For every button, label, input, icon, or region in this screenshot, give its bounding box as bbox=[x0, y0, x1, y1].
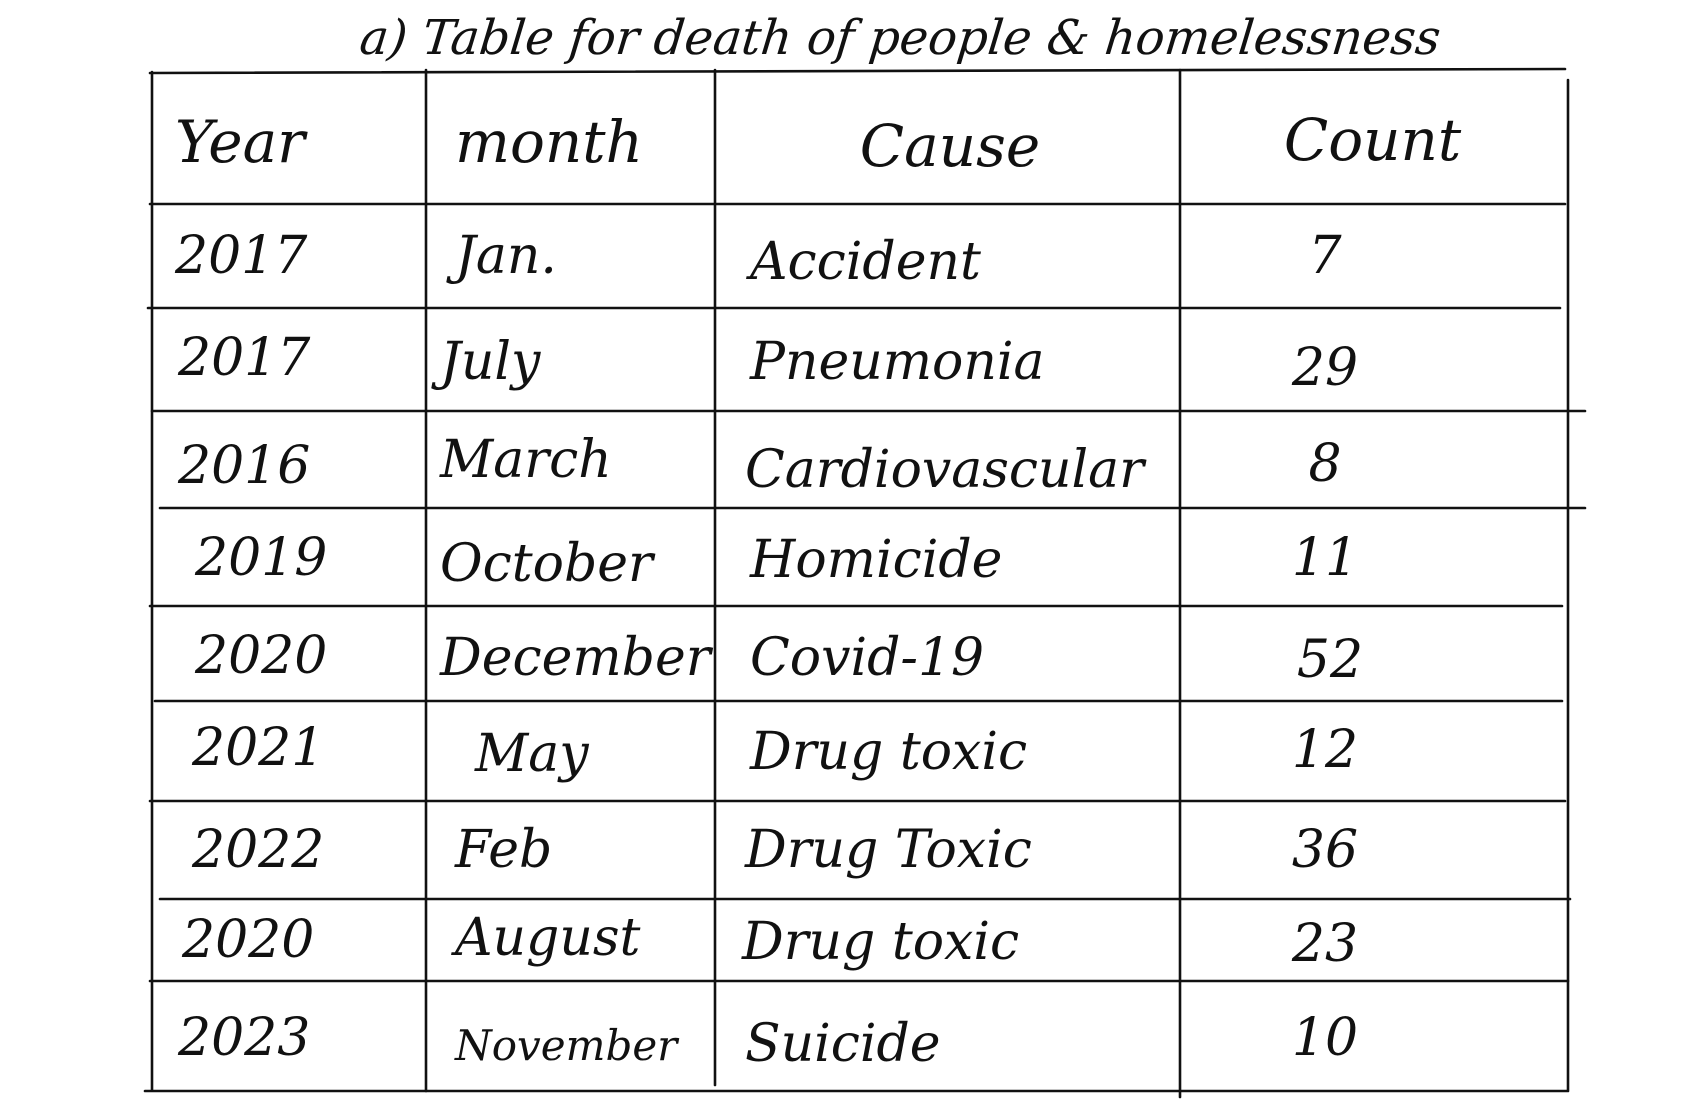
table-row-6-month: May bbox=[475, 724, 589, 784]
header-month: month bbox=[455, 108, 643, 176]
table-row-2-year: 2017 bbox=[178, 328, 311, 388]
table-row-2-cause: Pneumonia bbox=[750, 332, 1045, 392]
table-row-9-cause: Suicide bbox=[745, 1014, 941, 1074]
table-row-3-month: March bbox=[440, 430, 612, 490]
table-row-8-cause: Drug toxic bbox=[742, 912, 1020, 972]
header-count: Count bbox=[1283, 106, 1462, 174]
table-row-1-cause: Accident bbox=[750, 232, 981, 292]
table-row-2-month: July bbox=[440, 332, 541, 392]
table-row-9-count: 10 bbox=[1291, 1008, 1359, 1068]
table-row-1-month: Jan. bbox=[455, 226, 557, 286]
table-row-7-cause: Drug Toxic bbox=[745, 820, 1032, 880]
table-row-5-cause: Covid-19 bbox=[750, 628, 985, 688]
table-row-4-year: 2019 bbox=[195, 528, 328, 588]
table-row-9-year: 2023 bbox=[178, 1008, 311, 1068]
table-row-4-cause: Homicide bbox=[750, 530, 1003, 590]
table-row-1-year: 2017 bbox=[175, 226, 308, 286]
table-row-1-count: 7 bbox=[1308, 226, 1342, 286]
table-row-6-count: 12 bbox=[1291, 720, 1359, 780]
table-row-7-year: 2022 bbox=[192, 820, 325, 880]
table-row-8-count: 23 bbox=[1291, 914, 1359, 974]
table-row-3-cause: Cardiovascular bbox=[745, 440, 1145, 500]
table-title: a) Table for death of people & homelessness bbox=[357, 10, 1444, 66]
table-row-6-cause: Drug toxic bbox=[750, 722, 1028, 782]
table-row-7-count: 36 bbox=[1291, 820, 1359, 880]
table-row-8-month: August bbox=[455, 908, 641, 968]
table-row-8-year: 2020 bbox=[182, 910, 315, 970]
table-row-4-month: October bbox=[440, 534, 653, 594]
table-row-3-year: 2016 bbox=[178, 436, 311, 496]
table-row-7-month: Feb bbox=[455, 820, 553, 880]
header-cause: Cause bbox=[859, 112, 1041, 180]
table-row-3-count: 8 bbox=[1308, 434, 1342, 494]
table-row-2-count: 29 bbox=[1291, 338, 1359, 398]
table-row-5-month: December bbox=[440, 628, 711, 688]
table-row-5-year: 2020 bbox=[195, 626, 328, 686]
table-row-5-count: 52 bbox=[1296, 630, 1364, 690]
header-year: Year bbox=[175, 108, 305, 176]
table-row-4-count: 11 bbox=[1291, 528, 1359, 588]
table-row-6-year: 2021 bbox=[192, 718, 325, 778]
table-row-9-month: November bbox=[455, 1021, 678, 1070]
